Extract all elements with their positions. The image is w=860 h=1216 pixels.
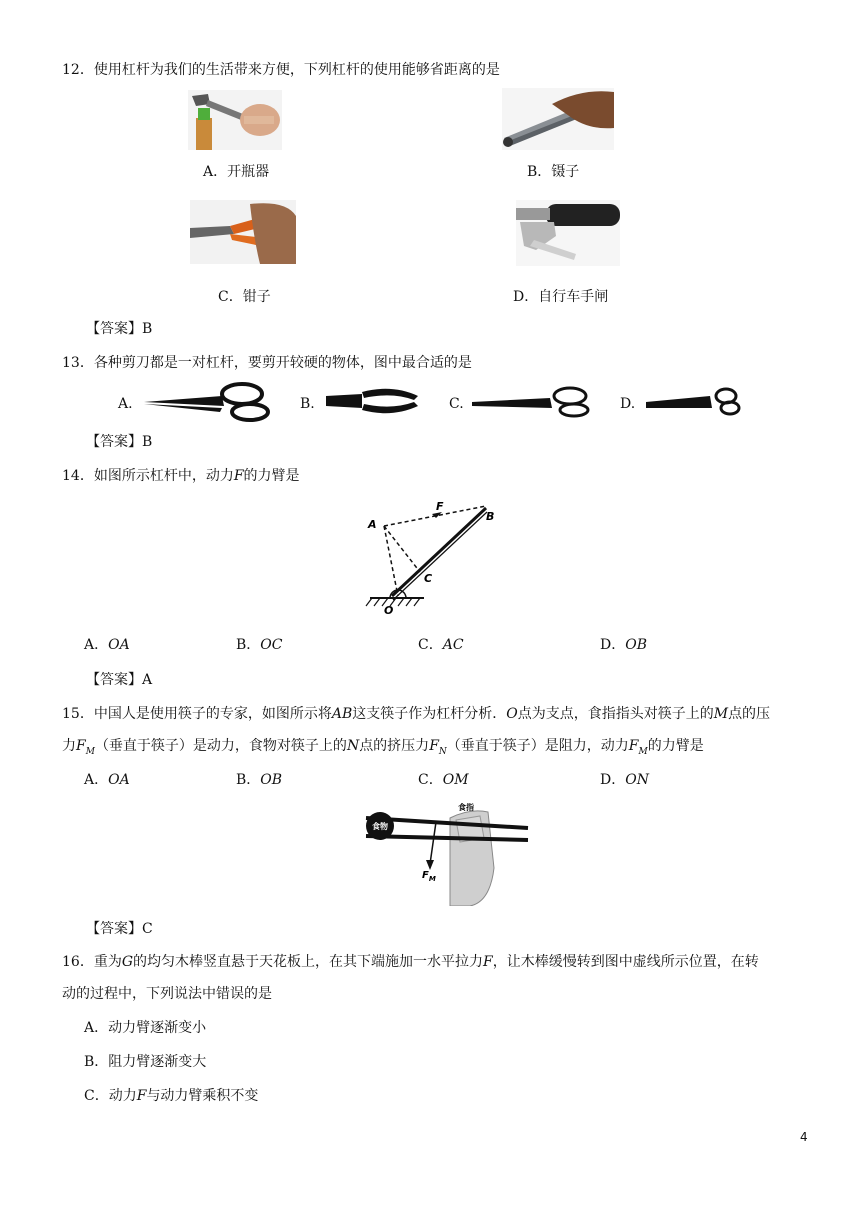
q16-option-a: A．动力臂逐渐变小 <box>84 1020 207 1036</box>
q16-option-b: B．阻力臂逐渐变大 <box>84 1054 207 1070</box>
label-f: F <box>436 500 444 513</box>
lever-diagram <box>362 500 502 618</box>
q12-option-c: C．钳子 <box>218 289 271 305</box>
q14-option-b: B．OC <box>236 637 283 653</box>
chopsticks-diagram <box>360 798 530 906</box>
q15-option-b: B．OB <box>236 772 283 788</box>
q13-option-c: C. <box>449 396 464 412</box>
q14-option-a: A．OA <box>84 637 130 653</box>
bottle-opener-image <box>188 90 282 150</box>
q15-option-a: A．OA <box>84 772 130 788</box>
q16-line2: 动的过程中，下列说法中错误的是 <box>62 986 272 1002</box>
q15-option-c: C．OM <box>418 772 469 788</box>
scissors-a-image <box>142 382 274 422</box>
q16-option-c: C．动力F与动力臂乘积不变 <box>84 1088 259 1104</box>
scissors-d-image <box>644 386 742 416</box>
q12-stem: 12．使用杠杆为我们的生活带来方便，下列杠杆的使用能够省距离的是 <box>62 62 500 78</box>
label-o: O <box>384 604 394 617</box>
q13-stem: 13．各种剪刀都是一对杠杆，要剪开较硬的物体，图中最合适的是 <box>62 355 472 371</box>
q15-answer: 【答案】C <box>86 921 153 937</box>
label-c: C <box>424 572 433 585</box>
finger-label: 食指 <box>458 803 474 812</box>
q14-stem: 14．如图所示杠杆中，动力F的力臂是 <box>62 468 300 484</box>
q13-option-a: A. <box>118 396 133 412</box>
pliers-image <box>190 200 296 264</box>
q12-option-a: A．开瓶器 <box>203 164 270 180</box>
q13-answer: 【答案】B <box>86 434 153 450</box>
q14-answer: 【答案】A <box>86 672 153 688</box>
q12-option-b: B．镊子 <box>527 164 580 180</box>
q16-line1: 16．重为G的均匀木棒竖直悬于天花板上，在其下端施加一水平拉力F，让木棒缓慢转到图中虚线所示位置，在转 <box>62 954 759 970</box>
fm-label: $F_M$ <box>422 870 436 883</box>
page-number: 4 <box>800 1130 808 1144</box>
q13-option-d: D. <box>620 396 636 412</box>
q13-option-b: B. <box>300 396 315 412</box>
q15-option-d: D．ON <box>600 772 649 788</box>
q14-option-d: D．OB <box>600 637 647 653</box>
scissors-b-image <box>322 386 422 416</box>
q12-answer: 【答案】B <box>86 321 153 337</box>
scissors-c-image <box>470 386 592 418</box>
q12-option-d: D．自行车手闸 <box>513 289 609 305</box>
q14-option-c: C．AC <box>418 637 464 653</box>
tweezers-image <box>502 88 614 150</box>
label-a: A <box>368 518 377 531</box>
bike-brake-image <box>516 200 620 266</box>
food-label: 食物 <box>372 822 388 831</box>
q15-line2: 力$F_M$（垂直于筷子）是动力，食物对筷子上的N点的挤压力$F_N$（垂直于筷子）是阻力，动力$F_M$的力臂是 <box>62 738 704 757</box>
q15-line1: 15．中国人是使用筷子的专家，如图所示将AB这支筷子作为杠杆分析．O点为支点，食指指头对筷子上的M点的压 <box>62 706 771 722</box>
label-b: B <box>486 510 495 523</box>
